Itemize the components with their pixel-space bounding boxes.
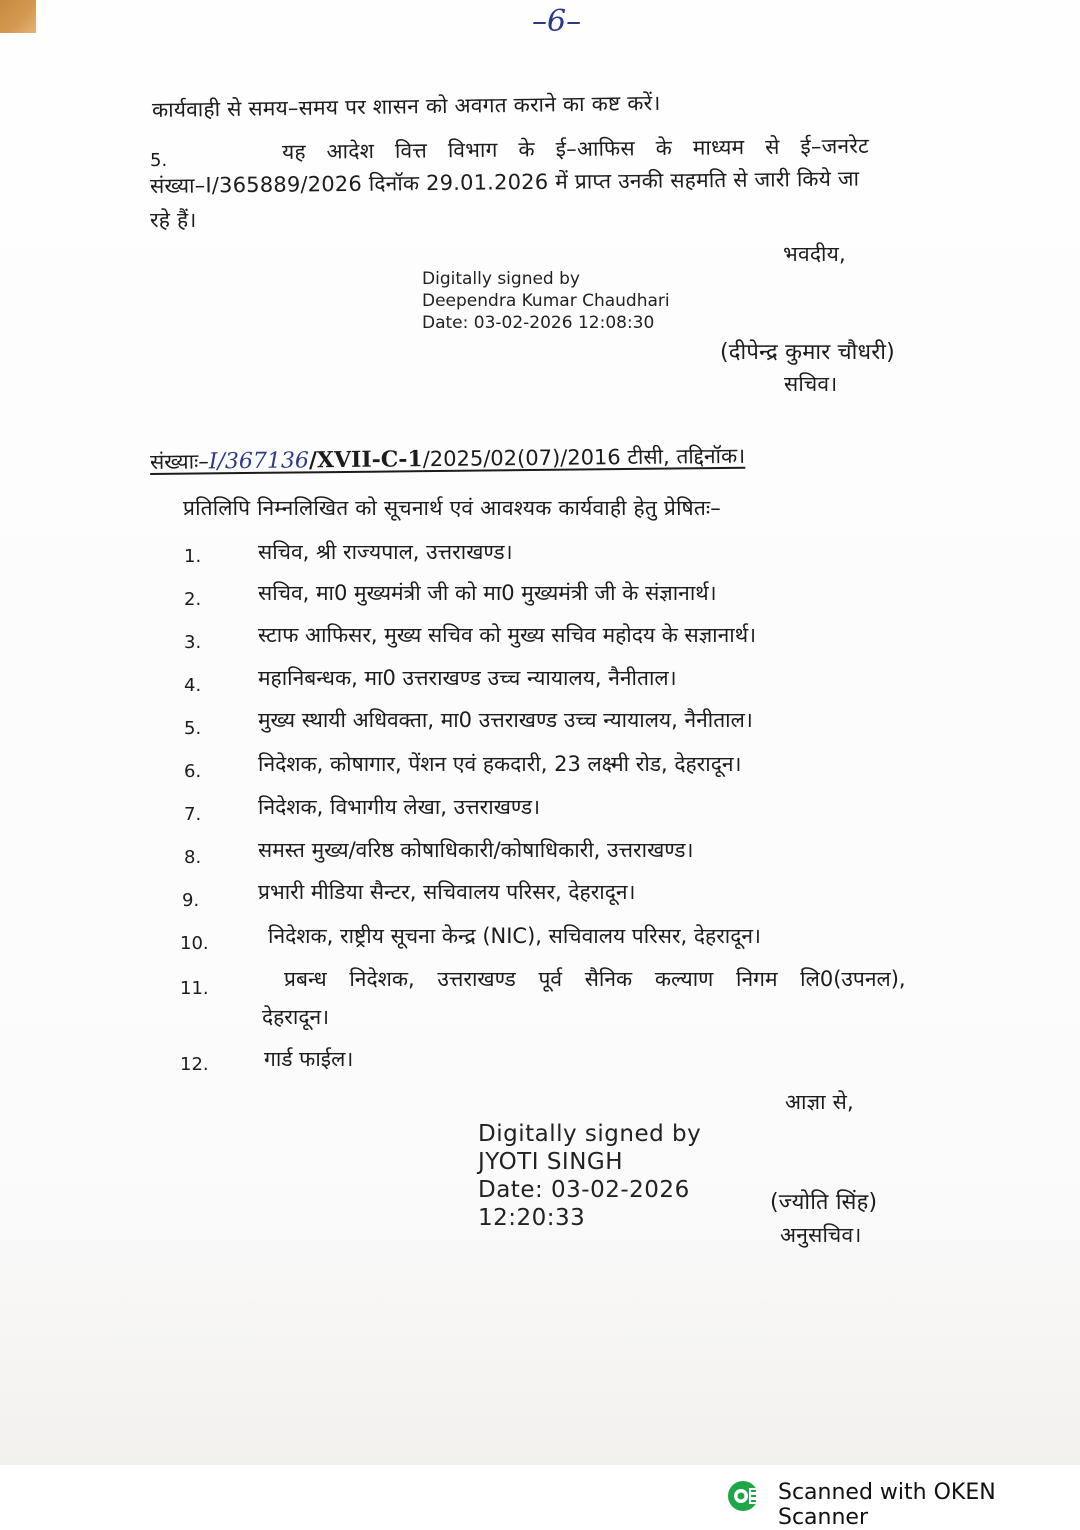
list-item-number: 2. bbox=[184, 589, 202, 610]
scanner-watermark-text: Scanned with OKEN Scanner bbox=[778, 1480, 996, 1530]
list-item-number: 6. bbox=[184, 761, 202, 782]
list-item-number: 1. bbox=[184, 546, 202, 567]
list-item-number: 12. bbox=[180, 1054, 209, 1075]
oken-scanner-logo-icon bbox=[726, 1479, 760, 1513]
digital-signature-2: Digitally signed by JYOTI SINGH Date: 03-02-2026 12:20:33 bbox=[478, 1121, 702, 1231]
list-item-text: प्रबन्ध निदेशक, उत्तराखण्ड पूर्व सैनिक कल्याण निगम लि0(उपनल), bbox=[284, 967, 906, 991]
list-item-number: 7. bbox=[184, 804, 202, 825]
list-item-number: 5. bbox=[184, 718, 202, 739]
continuation-line: कार्यवाही से समय–समय पर शासन को अवगत कराने का कष्ट करें। bbox=[151, 90, 661, 122]
list-item-text: सचिव, मा0 मुख्यमंत्री जी को मा0 मुख्यमंत्री जी के संज्ञानार्थ। bbox=[258, 581, 717, 605]
list-item-text: सचिव, श्री राज्यपाल, उत्तराखण्ड। bbox=[258, 540, 513, 564]
list-item-text: प्रभारी मीडिया सैन्टर, सचिवालय परिसर, देहरादून। bbox=[258, 880, 636, 904]
list-item-text: निदेशक, कोषागार, पेंशन एवं हकदारी, 23 लक्ष्मी रोड, देहरादून। bbox=[258, 752, 742, 776]
closing-by-order: आज्ञा से, bbox=[785, 1090, 854, 1114]
list-item-number: 8. bbox=[184, 847, 202, 868]
closing-salutation: भवदीय, bbox=[783, 242, 846, 266]
list-item-number: 4. bbox=[184, 675, 202, 696]
list-item-text: मुख्य स्थायी अधिवक्ता, मा0 उत्तराखण्ड उच्च न्यायालय, नैनीताल। bbox=[258, 708, 753, 732]
copy-intro: प्रतिलिपि निम्नलिखित को सूचनार्थ एवं आवश्यक कार्यवाही हेतु प्रेषितः– bbox=[183, 496, 721, 520]
list-item-number: 10. bbox=[180, 933, 209, 954]
list-item-number: 11. bbox=[180, 978, 209, 999]
list-item-number: 9. bbox=[182, 890, 200, 911]
signatory2-title: अनुसचिव। bbox=[780, 1223, 862, 1247]
digital-signature-1: Digitally signed by Deependra Kumar Chaudhari Date: 03-02-2026 12:08:30 bbox=[422, 269, 670, 333]
page-number: –6– bbox=[532, 4, 582, 39]
page-corner-mark bbox=[0, 0, 36, 33]
signatory2-name: (ज्योति सिंह) bbox=[770, 1190, 878, 1215]
list-item-text: स्टाफ आफिसर, मुख्य सचिव को मुख्य सचिव महोदय के सज्ञानार्थ। bbox=[258, 623, 757, 647]
para5-line2: संख्या–I/365889/2026 दिनॉक 29.01.2026 में प्राप्त उनकी सहमति से जारी किये जा bbox=[149, 166, 860, 198]
list-item-text-continued: देहरादून। bbox=[262, 1005, 330, 1029]
list-item-text: निदेशक, राष्ट्रीय सूचना केन्द्र (NIC), सचिवालय परिसर, देहरादून। bbox=[268, 924, 761, 948]
reference-number bbox=[150, 442, 745, 476]
signatory1-title: सचिव। bbox=[784, 372, 838, 396]
list-item-text: समस्त मुख्य/वरिष्ठ कोषाधिकारी/कोषाधिकारी, उत्तराखण्ड। bbox=[258, 838, 694, 862]
reference-code: /XVII-C-1 bbox=[308, 446, 423, 474]
reference-handwritten-number: I/367136 bbox=[208, 448, 310, 475]
list-item-text: गार्ड फाईल। bbox=[264, 1047, 354, 1071]
para5-number: 5. bbox=[150, 150, 168, 171]
reference-prefix: संख्याः– bbox=[149, 449, 209, 474]
list-item-text: महानिबन्धक, मा0 उत्तराखण्ड उच्च न्यायालय, नैनीताल। bbox=[258, 666, 677, 690]
signatory1-name: (दीपेन्द्र कुमार चौधरी) bbox=[720, 340, 895, 365]
list-item-text: निदेशक, विभागीय लेखा, उत्तराखण्ड। bbox=[258, 795, 541, 819]
list-item-number: 3. bbox=[184, 632, 202, 653]
reference-rest: /2025/02(07)/2016 टीसी, तद्दिनॉक। bbox=[422, 443, 746, 472]
para5-line3: रहे हैं। bbox=[150, 208, 197, 232]
para5-line1: यह आदेश वित्त विभाग के ई–आफिस के माध्यम से ई–जनरेट bbox=[281, 133, 869, 164]
